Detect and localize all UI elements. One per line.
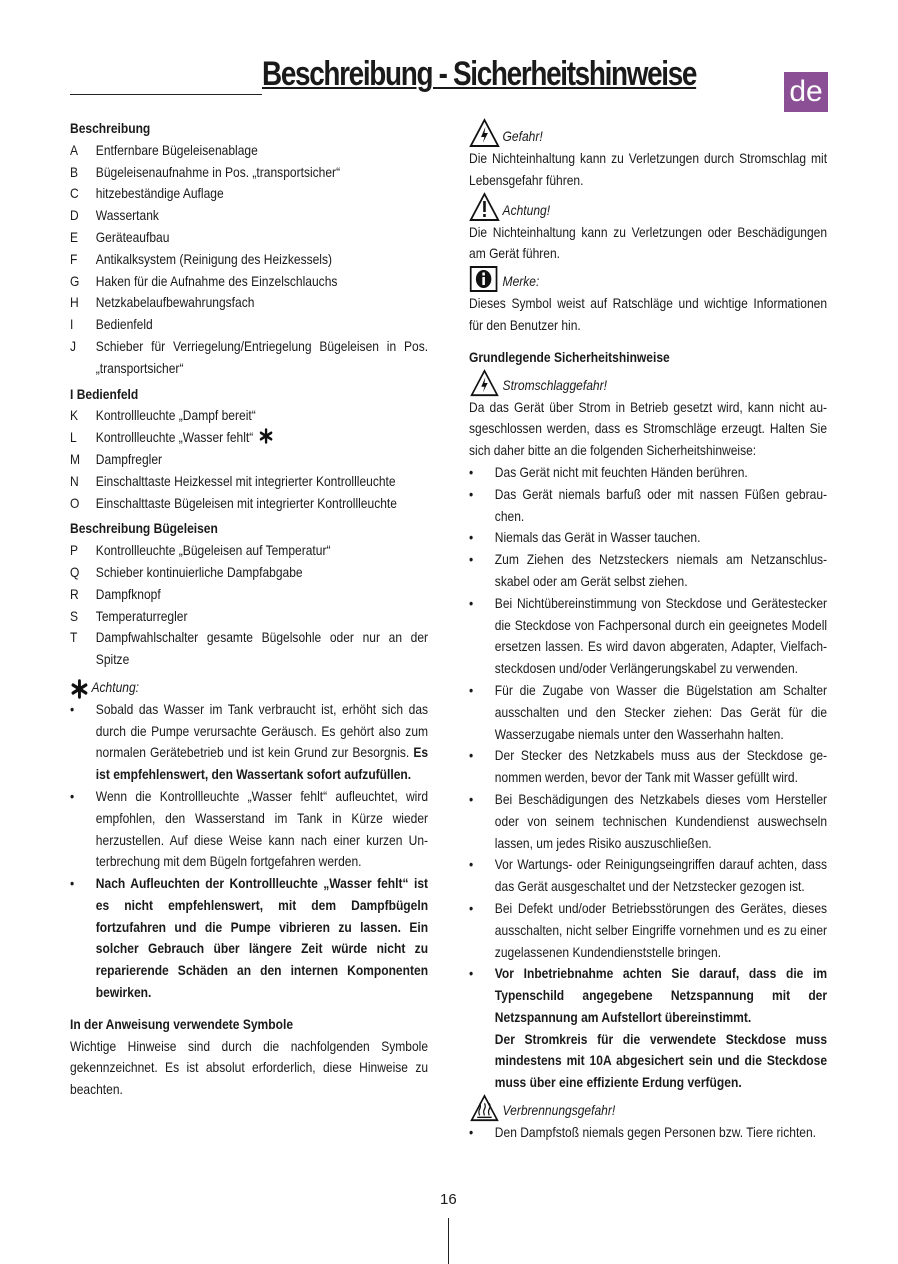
bullet-item (469, 745, 827, 789)
item-text: Dampfwahlschalter gesamte Bügelsohle oder nur an der Spitze (95, 629, 429, 668)
item-key: M (70, 450, 81, 467)
item-text: Wassertank (95, 207, 159, 224)
note-symbol-row (469, 265, 827, 293)
item-text: Netzkabelaufbewahrungsfach (95, 294, 255, 311)
bullet-dot: • (469, 529, 474, 546)
bullet-plain: Bei Beschädigungen des Netzkabels dieses vom Hersteller oder von seinem technischen Kundendienst auswechseln lassen, um jedes Risiko auszuschließen. (494, 790, 828, 851)
item-key: H (70, 294, 79, 311)
bullet-plain: Das Gerät nicht mit feuchten Händen berühren. (494, 463, 748, 480)
left-column (70, 118, 428, 1101)
bullet-item (469, 898, 827, 963)
attention-label: Achtung: (91, 678, 140, 695)
list-item (70, 227, 428, 249)
attention-symbol-row (70, 677, 428, 699)
list-item (70, 140, 428, 162)
shock-label: Stromschlaggefahr! (502, 376, 607, 393)
item-text: Einschalttaste Heizkessel mit integrierter Kontrollleuchte (95, 472, 396, 489)
burn-bullets (469, 1122, 827, 1144)
iron-description-list (70, 540, 428, 671)
bullet-plain: Das Gerät niemals barfuß oder mit nassen Füßen gebrauchen. (494, 485, 828, 524)
list-item (70, 271, 428, 293)
list-item (70, 205, 428, 227)
bullet-text (495, 527, 827, 549)
item-key: C (70, 185, 79, 202)
asterisk-icon (258, 428, 273, 444)
bullet-text (495, 593, 827, 680)
item-text: Einschalttaste Bügeleisen mit integrierter Kontrollleuchte (95, 494, 397, 511)
bullet-plain: Für die Zugabe von Wasser die Bügelstation am Schalter ausschalten und den Stecker ziehen: Das Gerät für die Wasserzugabe niemals unter den Wasserhahn halten. (494, 681, 828, 742)
bullet-dot: • (70, 787, 75, 804)
bullet-plain: Wenn die Kontrollleuchte „Wasser fehlt“ aufleuchtet, wird empfohlen, den Wasserstand im Tank in Kürze wieder herzustellen. Auf diese Weise kann nach einer kurzen Unterbrechung mit dem Bügeln fortgefahren werden. (95, 787, 429, 870)
item-key: Q (70, 563, 80, 580)
description-heading: Beschreibung (70, 120, 151, 136)
item-key: D (70, 207, 79, 224)
list-item (70, 162, 428, 184)
title-rule (70, 94, 262, 95)
bullet-dot: • (469, 485, 474, 502)
item-text: Schieber kontinuierliche Dampfabgabe (95, 563, 303, 580)
bullet-bold: Nach Aufleuchten der Kontrollleuchte „Wasser fehlt“ ist es nicht empfehlenswert, mit dem Dampfbügeln fortzufahren und die Pumpe vibrieren zu lassen. Ein solcher Gebrauch über längere Zeit würde nicht zu reparierende Schäden an den internen Komponenten bewirken. (95, 875, 429, 1001)
item-key: N (70, 472, 79, 489)
bullet-text (495, 963, 827, 1028)
list-item (70, 183, 428, 205)
list-item (70, 627, 428, 671)
shock-symbol-row (469, 369, 827, 397)
danger-text: Die Nichteinhaltung kann zu Verletzungen durch Stromschlag mit Lebensgefahr führen. (469, 150, 828, 188)
bullet-plain: Sobald das Wasser im Tank verbraucht ist, erhöht sich das durch die Pumpe verursachte Geräusch. Es gehört also zum normalen Gerätebetrieb und ist kein Grund zur Besorgnis. (95, 700, 429, 761)
list-item (70, 540, 428, 562)
info-icon (469, 265, 500, 293)
bullet-dot: • (469, 965, 474, 982)
list-item (70, 292, 428, 314)
bullet-dot: • (469, 856, 474, 873)
bullet-text (495, 484, 827, 528)
bullet-item (469, 854, 827, 898)
item-text: Dampfregler (95, 450, 163, 467)
bullet-text (495, 462, 827, 484)
description-list (70, 140, 428, 380)
bullet-dot: • (469, 681, 474, 698)
bullet-text (495, 680, 827, 745)
bullet-dot: • (469, 594, 474, 611)
right-column (469, 118, 827, 1144)
list-item (70, 449, 428, 471)
item-key: O (70, 494, 80, 511)
shock-bullets (469, 462, 827, 1029)
note-label: Merke: (502, 273, 540, 290)
bullet-dot: • (469, 1124, 474, 1141)
item-text: Kontrollleuchte „Wasser fehlt“ (96, 427, 428, 449)
bullet-item (469, 680, 827, 745)
burn-label: Verbrennungsgefahr! (502, 1102, 616, 1119)
bullet-dot: • (70, 700, 75, 717)
page-number: 16 (440, 1191, 457, 1208)
language-badge: de (784, 72, 828, 112)
bullet-item (469, 1122, 827, 1144)
bullet-item (469, 484, 827, 528)
bullet-bold: Es ist empfehlenswert, den Wassertank sofort aufzufüllen. (95, 744, 429, 783)
electric-shock-icon (469, 369, 500, 397)
bullet-text (96, 786, 428, 873)
bullet-item (70, 699, 428, 786)
bullet-text (96, 699, 428, 786)
item-text: Dampfknopf (95, 585, 161, 602)
item-key: E (70, 228, 79, 245)
item-text: Entfernbare Bügeleisenablage (95, 141, 258, 158)
basic-safety-heading: Grundlegende Sicherheitshinweise (469, 348, 670, 365)
page-rule (448, 1218, 449, 1264)
item-key: K (70, 407, 79, 424)
item-key: L (70, 429, 77, 446)
list-item (70, 471, 428, 493)
bullet-text (495, 789, 827, 854)
caution-text: Die Nichteinhaltung kann zu Verletzungen oder Beschädigungen am Gerät führen. (469, 223, 828, 262)
circuit-text: Der Stromkreis für die verwendete Steckdose muss mindestens mit 10A abgesichert sein und die Steckdose muss über eine effiziente Erdung verfügen. (494, 1030, 828, 1091)
asterisk-icon (70, 679, 89, 699)
item-key: S (70, 607, 79, 624)
bullet-item (469, 527, 827, 549)
note-text: Dieses Symbol weist auf Ratschläge und wichtige Informationen für den Benutzer hin. (469, 295, 828, 333)
bullet-text (495, 549, 827, 593)
bullet-dot: • (469, 790, 474, 807)
bullet-text (495, 745, 827, 789)
item-key: F (70, 250, 78, 267)
symbols-text: Wichtige Hinweise sind durch die nachfolgenden Symbole gekennzeichnet. Es ist absolut erforderlich, diese Hinweise zu beachten. (70, 1037, 429, 1098)
caution-label: Achtung! (502, 201, 551, 218)
bullet-item (469, 963, 827, 1028)
item-text: Kontrollleuchte „Dampf bereit“ (95, 407, 256, 424)
item-text: Bedienfeld (95, 316, 153, 333)
bullet-bold: Vor Inbetriebnahme achten Sie darauf, dass die im Typenschild angegebene Netzspannung mit der Netzspannung am Aufstellort übereinstimmt. (494, 965, 828, 1025)
burn-symbol-row (469, 1094, 827, 1122)
list-item (70, 493, 428, 515)
attention-bullets (70, 699, 428, 1004)
bullet-dot: • (469, 463, 474, 480)
bullet-plain: Den Dampfstoß niemals gegen Personen bzw. Tiere richten. (494, 1124, 817, 1141)
bullet-plain: Zum Ziehen des Netzsteckers niemals am Netzanschlusskabel oder am Gerät selbst ziehen. (494, 551, 828, 589)
item-key: P (70, 542, 79, 559)
list-item (70, 562, 428, 584)
bullet-item (469, 593, 827, 680)
danger-symbol-row (469, 118, 827, 148)
bullet-text (495, 898, 827, 963)
caution-symbol-row (469, 192, 827, 222)
item-text: Bügeleisenaufnahme in Pos. „transportsicher“ (95, 163, 341, 180)
item-text: Kontrollleuchte „Bügeleisen auf Temperatur“ (95, 542, 331, 559)
bullet-plain: Vor Wartungs- oder Reinigungseingriffen darauf achten, dass das Gerät ausgeschaltet und der Netzstecker gezogen ist. (494, 856, 828, 895)
bullet-plain: Bei Defekt und/oder Betriebsstörungen des Gerätes, dieses ausschalten, nicht selber Eingriffe vornehmen und es zu einer zugelassenen Kundendienststelle bringen. (494, 899, 828, 960)
bullet-dot: • (469, 899, 474, 916)
item-text: Antikalksystem (Reinigung des Heizkessels) (95, 250, 333, 267)
control-panel-list (70, 405, 428, 514)
item-key: T (70, 629, 78, 646)
bullet-plain: Niemals das Gerät in Wasser tauchen. (494, 529, 701, 546)
page-title: Beschreibung - Sicherheitshinweise (262, 55, 697, 93)
bullet-item (469, 462, 827, 484)
electric-warning-icon (469, 118, 500, 148)
control-panel-heading: I Bedienfeld (70, 385, 139, 402)
bullet-text (96, 873, 428, 1004)
bullet-item (70, 786, 428, 873)
hot-surface-icon (469, 1094, 500, 1122)
item-text: Schieber für Verriegelung/Entriegelung Bügeleisen in Pos. „transportsicher“ (95, 337, 429, 376)
item-key: A (70, 141, 79, 158)
bullet-text (495, 1122, 827, 1144)
list-item (70, 584, 428, 606)
bullet-item (70, 873, 428, 1004)
bullet-plain: Bei Nichtübereinstimmung von Steckdose und Gerätestecker die Steckdose von Fachpersonal durch ein geeignetes Modell ersetzen lassen. Es wird davon abgeraten, Adapter, Vielfachsteckdosen und/oder Verlängerungskabel zu verwenden. (494, 594, 828, 677)
item-key: J (70, 337, 77, 354)
item-text: hitzebeständige Auflage (95, 185, 224, 202)
caution-icon (469, 192, 500, 222)
item-key: G (70, 272, 80, 289)
shock-text: Da das Gerät über Strom in Betrieb gesetzt wird, kann nicht ausgeschlossen werden, dass es Stromschläge erzeugt. Halten Sie sich daher bitte an die folgenden Sicherheitshinweise: (469, 398, 828, 459)
item-key: I (70, 316, 74, 333)
danger-label: Gefahr! (502, 128, 543, 145)
bullet-dot: • (70, 875, 75, 892)
bullet-item (469, 549, 827, 593)
iron-description-heading: Beschreibung Bügeleisen (70, 520, 218, 537)
bullet-plain: Der Stecker des Netzkabels muss aus der Steckdose genommen werden, bevor der Tank mit Wasser gefüllt wird. (494, 747, 828, 786)
symbols-heading: In der Anweisung verwendete Symbole (70, 1015, 294, 1032)
list-item (70, 249, 428, 271)
item-key: R (70, 585, 79, 602)
list-item (70, 427, 428, 449)
list-item (70, 405, 428, 427)
bullet-dot: • (469, 551, 474, 568)
item-text: Temperaturregler (95, 607, 188, 624)
item-text: Geräteaufbau (95, 228, 170, 245)
bullet-dot: • (469, 747, 474, 764)
list-item (70, 606, 428, 628)
list-item (70, 314, 428, 336)
item-text: Haken für die Aufnahme des Einzelschlauchs (95, 272, 338, 289)
bullet-text (495, 854, 827, 898)
list-item (70, 336, 428, 380)
item-key: B (70, 163, 79, 180)
bullet-item (469, 789, 827, 854)
